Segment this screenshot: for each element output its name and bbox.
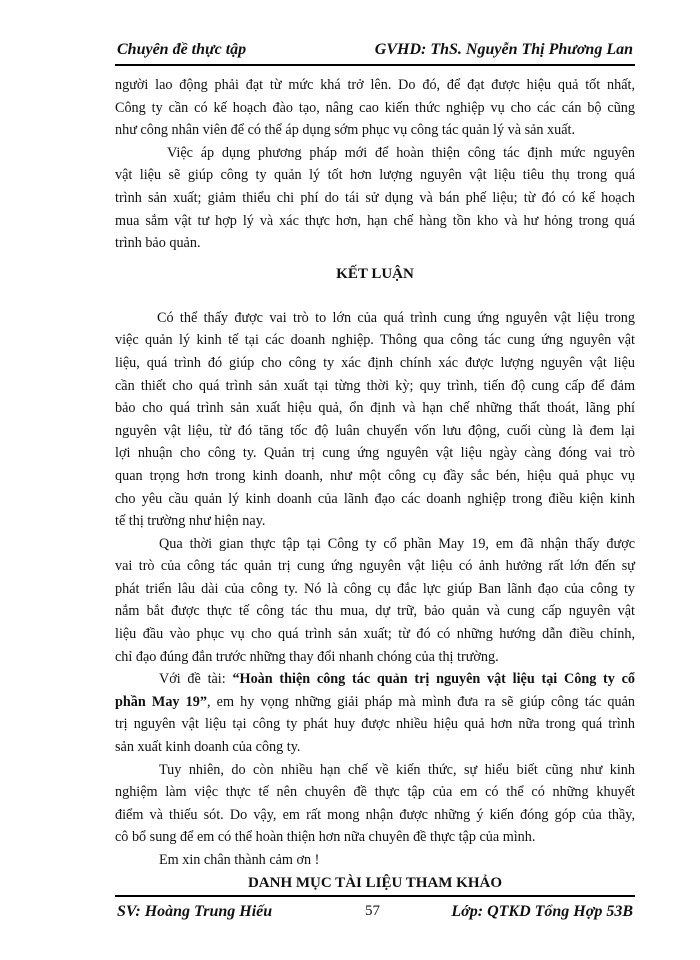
page-number: 57 [365, 903, 380, 919]
paragraph [115, 533, 635, 669]
page-header [115, 40, 635, 66]
text-line: cô bổ sung để em có thể hoàn thiện hơn nữa chuyên đề thực tập của mình. [115, 829, 536, 846]
footer-class: Lớp: QTKD Tổng Hợp 53B [451, 903, 633, 920]
text-line: việc quản lý kinh tế tại các doanh nghiệp. Thông qua công tác cung ứng nguyên vật [115, 332, 635, 349]
text-line: nắm bắt được thực tế công tác thu mua, dự trữ, bảo quản và cung cấp nguyên vật [115, 603, 635, 620]
paragraph [115, 74, 635, 142]
paragraph [115, 759, 635, 849]
text-line: vai trò của công tác quản trị cung ứng nguyên vật liệu có ảnh hưởng rất lớn đến sự [115, 558, 635, 575]
text-line: sản xuất kinh doanh của công ty. [115, 739, 301, 756]
text-line: cho yêu cầu quản lý kinh doanh của lãnh đạo các doanh nghiệp trong điều kiện kinh [115, 490, 635, 507]
text-line: quan trọng hơn trong kinh doanh, như một công cụ đầy sắc bén, hiệu quả phục vụ [115, 467, 635, 484]
closing-thanks: Em xin chân thành cảm ơn ! [159, 852, 320, 868]
text-span: Với đề tài: [159, 671, 233, 688]
text-line: liệu, quá trình đó giúp cho công ty xác định chính xác được lượng nguyên vật liệu [115, 354, 635, 371]
paragraph [115, 307, 635, 533]
text-line: người lao động phải đạt từ mức khá trở lên. Do đó, để đạt được hiệu quả tốt nhất, [115, 77, 635, 93]
text-line: Có thể thấy được vai trò to lớn của quá trình cung ứng nguyên vật liệu trong [157, 309, 635, 326]
text-line: Việc áp dụng phương pháp mới để hoàn thiện công tác định mức nguyên [167, 144, 635, 161]
section-heading-conclusion: KẾT LUẬN [336, 265, 414, 282]
text-line: trình bảo quản. [115, 235, 201, 252]
text-line: nguyên vật liệu, từ đó tăng tốc độ luân chuyển vốn lưu động, cuối cùng là đem lại [115, 422, 635, 439]
page-footer [115, 895, 635, 927]
text-line: điểm và thiếu sót. Do vậy, em rất mong nhận được những ý kiến đóng góp của thầy, [115, 806, 635, 823]
page-body [115, 74, 635, 894]
text-line [115, 668, 635, 691]
text-line: trị nguyên vật liệu tại công ty phát huy được nhiều hiệu quả hơn nữa trong quá trình [115, 716, 635, 733]
text-line: tế thị trường như hiện nay. [115, 513, 266, 530]
text-line: chỉ đạo đúng đắn trước những thay đổi nhanh chóng của thị trường. [115, 648, 499, 665]
text-line: nghiệm làm việc thực tế nên chuyên đề thực tập của em có thể có những khuyết [115, 784, 635, 801]
text-line [115, 691, 635, 714]
text-line: bảo cho quá trình sản xuất hiệu quả, ổn định và hạn chế những thất thoát, lãng phí [115, 400, 635, 417]
text-span: , em hy vọng những giải pháp mà mình đưa ra sẽ giúp công tác quản [206, 693, 636, 710]
text-line: Tuy nhiên, do còn nhiều hạn chế về kiến thức, sự hiểu biết cũng như kinh [159, 761, 635, 778]
text-line: như công nhân viên để có thể áp dụng sớm phục vụ công tác quản lý và sản xuất. [115, 122, 576, 139]
text-line: liệu đầu vào phục vụ cho quá trình sản xuất; từ đó có những hướng dẫn điều chỉnh, [115, 626, 635, 643]
text-line: Qua thời gian thực tập tại Công ty cổ phần May 19, em đã nhận thấy được [159, 535, 635, 552]
text-line: phát triển lâu dài của công ty. Nó là công cụ đắc lực giúp Ban lãnh đạo của công ty [115, 580, 635, 597]
text-line: mua sắm vật tư hợp lý và xác thực hơn, hạn chế hàng tồn kho và hư hỏng trong quá [115, 212, 635, 229]
text-line: trình sản xuất; giảm thiểu chi phí do tái sử dụng và bán phế liệu; từ đó có kế hoạch [115, 189, 635, 206]
section-heading-references: DANH MỤC TÀI LIỆU THAM KHẢO [247, 874, 503, 891]
text-line: Công ty cần có kế hoạch đào tạo, nâng cao kiến thức nghiệp vụ cho các cán bộ cũng [115, 99, 635, 116]
footer-student: SV: Hoàng Trung Hiếu [117, 903, 273, 920]
thesis-title: “Hoàn thiện công tác quản trị nguyên vật liệu tại Công ty cổ [232, 671, 636, 688]
header-supervisor: GVHD: ThS. Nguyễn Thị Phương Lan [374, 41, 633, 58]
text-line: cần thiết cho quá trình sản xuất tại từng thời kỳ; quy trình, tiến độ cung cấp để đảm [115, 377, 635, 394]
text-line: vật liệu sẽ giúp công ty quản lý tốt hơn lượng nguyên vật liệu tiêu thụ trong quá [115, 167, 635, 184]
header-course-title: Chuyên đề thực tập [117, 41, 247, 58]
text-line: lợi nhuận cho công ty. Quản trị cung ứng nguyên vật liệu ngày càng đóng vai trò [115, 445, 635, 462]
paragraph [115, 668, 635, 758]
thesis-title-cont: phần May 19” [115, 693, 207, 710]
paragraph [115, 142, 635, 255]
